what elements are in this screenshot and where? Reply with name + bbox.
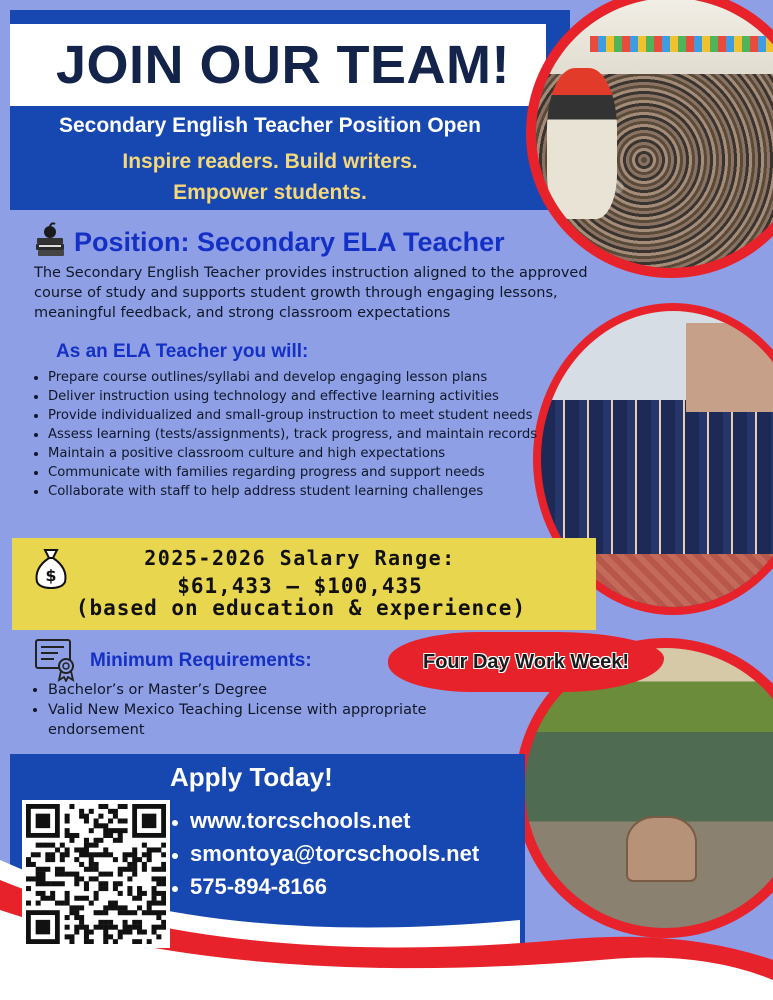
- building-backdrop: [686, 323, 773, 412]
- assembly-photo: [526, 0, 773, 278]
- svg-text:$: $: [45, 566, 57, 585]
- salary-note: (based on education & experience): [75, 596, 527, 620]
- phone-link[interactable]: • 575-894-8166: [190, 870, 479, 903]
- tagline-line2: Empower students.: [173, 181, 367, 204]
- duties-list: [28, 368, 568, 501]
- position-title: Position: Secondary ELA Teacher: [74, 227, 505, 257]
- header-subtitle: Secondary English Teacher Position Open: [58, 114, 482, 137]
- position-description: The Secondary English Teacher provides instruction aligned to the approved course of study and supports student growth through engaging lessons, meaningful feedback, and strong classroom expectations: [34, 265, 588, 321]
- list-item: • Communicate with families regarding progress and support needs: [48, 463, 568, 482]
- title-box: [10, 24, 546, 106]
- apply-title: Apply Today!: [170, 762, 333, 792]
- badge-text: Four Day Work Week!: [423, 650, 629, 673]
- salary-range: $61,433 – $100,435: [177, 574, 423, 598]
- page-title: JOIN OUR TEAM!: [55, 35, 510, 95]
- qr-code-graphic: [26, 804, 166, 944]
- list-item: • Collaborate with staff to help address student learning challenges: [48, 482, 568, 501]
- wall-decorations: [590, 36, 773, 52]
- list-item: • Valid New Mexico Teaching License with appropriate endorsement: [48, 700, 478, 740]
- requirements-heading: Minimum Requirements:: [90, 650, 312, 671]
- mascot-figure: [547, 68, 617, 219]
- contact-list: [168, 804, 479, 903]
- list-item: • Assess learning (tests/assignments), track progress, and maintain records: [48, 425, 568, 444]
- tagline-line1: Inspire readers. Build writers.: [122, 150, 418, 173]
- list-item: • Provide individualized and small-group instruction to meet student needs: [48, 406, 568, 425]
- books-apple-icon: [34, 222, 66, 258]
- list-item: • Bachelor’s or Master’s Degree: [48, 680, 478, 700]
- list-item: • Prepare course outlines/syllabi and develop engaging lesson plans: [48, 368, 568, 387]
- website-link[interactable]: • www.torcschools.net: [190, 804, 479, 837]
- list-item: • Deliver instruction using technology and effective learning activities: [48, 387, 568, 406]
- salary-title: 2025-2026 Salary Range:: [144, 546, 456, 570]
- requirements-list: [30, 680, 478, 740]
- certificate-icon: [34, 636, 78, 682]
- duties-heading: As an ELA Teacher you will:: [56, 341, 309, 362]
- list-item: • Maintain a positive classroom culture and high expectations: [48, 444, 568, 463]
- qr-code-icon[interactable]: [22, 800, 170, 948]
- email-link[interactable]: • smontoya@torcschools.net: [190, 837, 479, 870]
- four-day-badge: [388, 632, 664, 692]
